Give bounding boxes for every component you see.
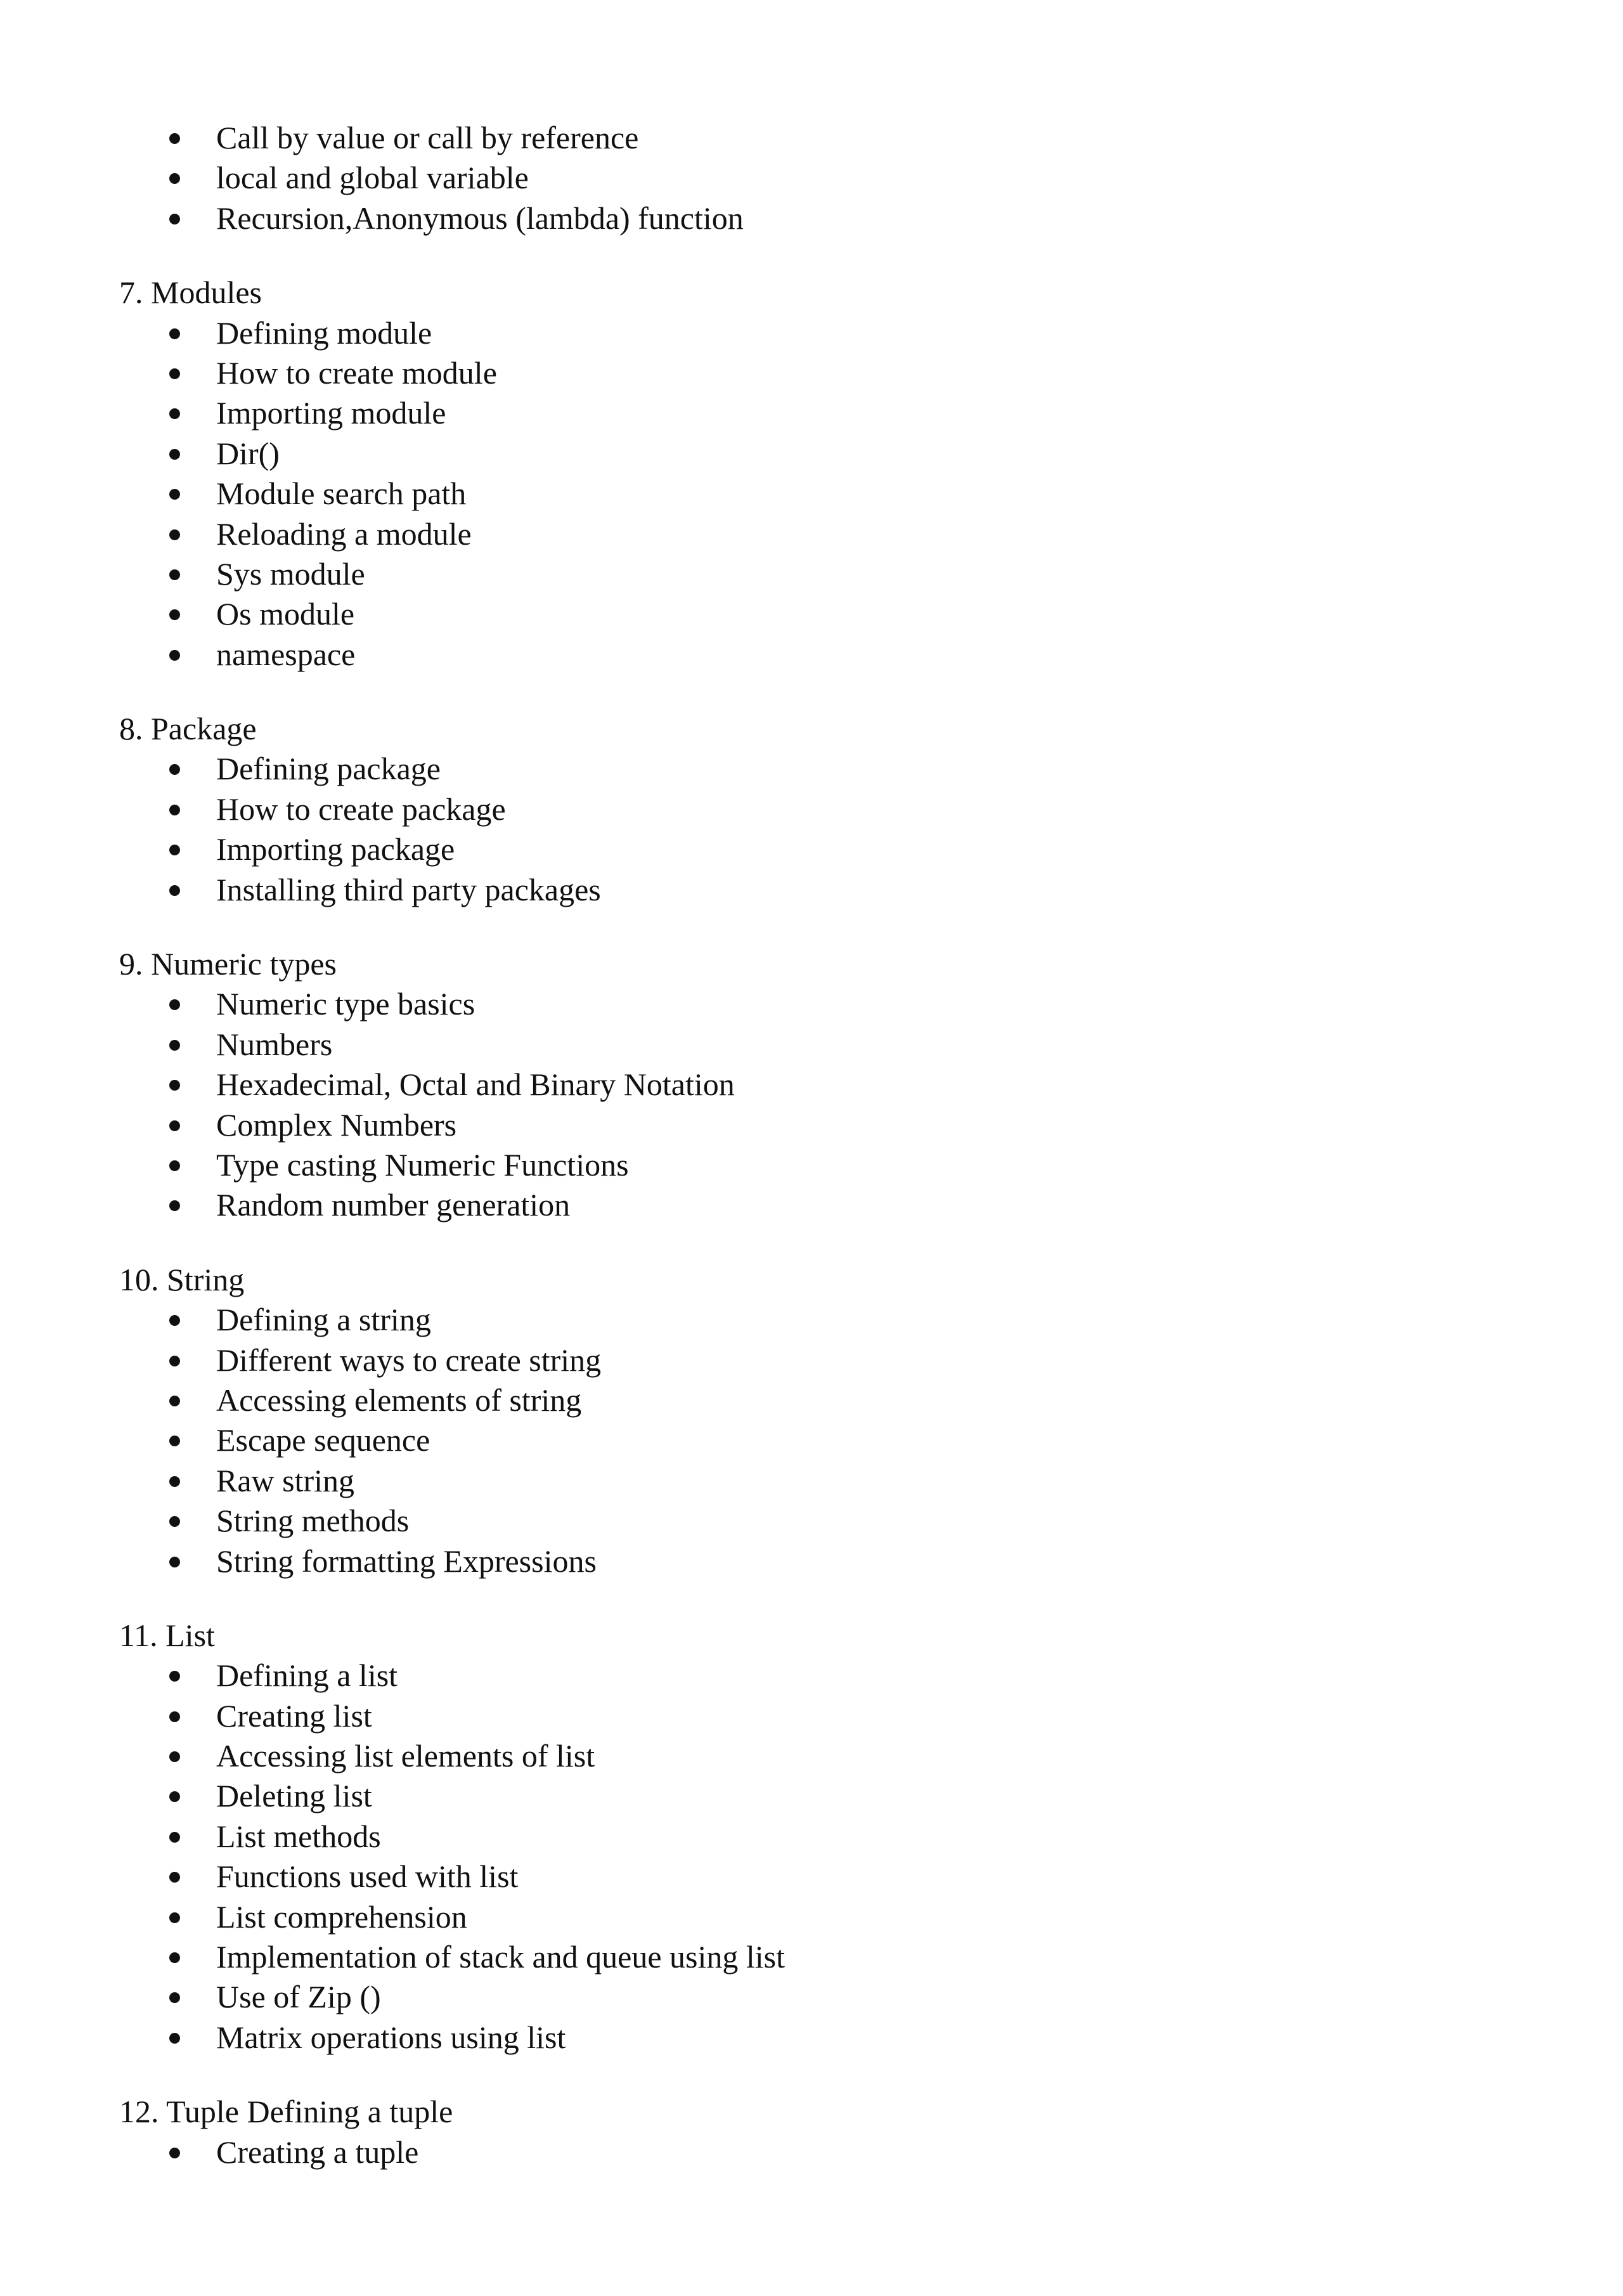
list-item-text: Numbers (216, 1026, 333, 1062)
list-item (119, 554, 1514, 594)
list-item-text: Sys module (216, 555, 365, 592)
list-item-text: Defining package (216, 751, 441, 787)
bullet-icon (169, 214, 180, 224)
list-item-text: Module search path (216, 476, 467, 512)
section-heading: 11. List (119, 1617, 215, 1653)
list-item (119, 829, 1514, 869)
section-heading: 8. Package (119, 711, 257, 747)
list-item-text: Hexadecimal, Octal and Binary Notation (216, 1067, 735, 1103)
bullet-icon (169, 1200, 180, 1211)
bullet-icon (169, 1436, 180, 1446)
list-item (119, 1185, 1514, 1225)
bullet-icon (169, 2148, 180, 2158)
syllabus-section (119, 1616, 1514, 2058)
list-item-text: How to create package (216, 791, 506, 827)
syllabus-content (119, 118, 1514, 2172)
bullet-icon (169, 1557, 180, 1567)
bullet-icon (169, 1120, 180, 1131)
list-item (119, 474, 1514, 514)
bullet-list (119, 749, 1514, 910)
list-item (119, 1937, 1514, 1977)
bullet-icon (169, 999, 180, 1010)
bullet-icon (169, 133, 180, 144)
list-item (119, 313, 1514, 353)
list-item-text: Matrix operations using list (216, 2019, 566, 2055)
list-item (119, 1541, 1514, 1581)
list-item (119, 1380, 1514, 1420)
list-item (119, 393, 1514, 433)
bullet-icon (169, 328, 180, 339)
bullet-icon (169, 1912, 180, 1923)
bullet-icon (169, 1476, 180, 1487)
list-item-text: How to create module (216, 354, 497, 391)
list-item-text: Recursion,Anonymous (lambda) function (216, 200, 744, 236)
bullet-icon (169, 885, 180, 896)
bullet-icon (169, 1711, 180, 1722)
bullet-list (119, 118, 1514, 238)
list-item-text: Os module (216, 596, 355, 632)
list-item (119, 1977, 1514, 2017)
syllabus-section (119, 2092, 1514, 2172)
list-item (119, 1656, 1514, 1696)
bullet-icon (169, 1751, 180, 1762)
list-item-text: local and global variable (216, 160, 529, 196)
list-item (119, 984, 1514, 1024)
list-item-text: String formatting Expressions (216, 1543, 597, 1579)
syllabus-section (119, 273, 1514, 675)
list-item (119, 1105, 1514, 1145)
section-heading: 7. Modules (119, 275, 262, 311)
list-item-text: Accessing list elements of list (216, 1738, 595, 1774)
syllabus-section (119, 1260, 1514, 1581)
list-item-text: Escape sequence (216, 1422, 430, 1458)
bullet-icon (169, 1872, 180, 1883)
list-item (119, 198, 1514, 238)
list-item-text: Installing third party packages (216, 871, 601, 907)
bullet-icon (169, 408, 180, 419)
bullet-icon (169, 650, 180, 661)
bullet-icon (169, 1671, 180, 1682)
bullet-icon (169, 529, 180, 540)
bullet-icon (169, 1315, 180, 1326)
list-item (119, 1300, 1514, 1340)
bullet-icon (169, 845, 180, 855)
syllabus-section (119, 118, 1514, 238)
list-item-text: Type casting Numeric Functions (216, 1146, 629, 1183)
list-item-text: Reloading a module (216, 516, 472, 552)
list-item (119, 1420, 1514, 1460)
list-item (119, 158, 1514, 198)
list-item-text: Numeric type basics (216, 986, 475, 1022)
bullet-icon (169, 1791, 180, 1802)
list-item-text: Creating list (216, 1697, 372, 1734)
list-item (119, 749, 1514, 789)
list-item-text: Dir() (216, 435, 280, 471)
bullet-icon (169, 1952, 180, 1963)
bullet-icon (169, 2033, 180, 2044)
bullet-icon (169, 1160, 180, 1171)
bullet-icon (169, 1832, 180, 1843)
list-item (119, 2132, 1514, 2172)
list-item-text: Defining a list (216, 1657, 398, 1694)
list-item-text: Call by value or call by reference (216, 120, 639, 155)
list-item (119, 118, 1514, 158)
list-item (119, 1025, 1514, 1065)
syllabus-section (119, 944, 1514, 1226)
list-item-text: Deleting list (216, 1778, 372, 1814)
list-item (119, 1696, 1514, 1736)
list-item-text: Importing package (216, 831, 455, 867)
list-item (119, 1461, 1514, 1501)
bullet-icon (169, 1080, 180, 1091)
bullet-icon (169, 1040, 180, 1051)
list-item (119, 1340, 1514, 1380)
bullet-icon (169, 1356, 180, 1366)
bullet-icon (169, 805, 180, 815)
bullet-icon (169, 569, 180, 580)
list-item-text: List methods (216, 1818, 381, 1854)
list-item-text: Raw string (216, 1462, 355, 1498)
bullet-icon (169, 1396, 180, 1406)
bullet-list (119, 313, 1514, 675)
list-item-text: Random number generation (216, 1187, 571, 1223)
bullet-icon (169, 489, 180, 500)
list-item (119, 514, 1514, 554)
list-item-text: Accessing elements of string (216, 1382, 582, 1418)
section-heading: 9. Numeric types (119, 946, 337, 982)
list-item-text: Functions used with list (216, 1858, 519, 1895)
list-item (119, 434, 1514, 474)
bullet-icon (169, 1516, 180, 1527)
list-item-text: Defining a string (216, 1302, 431, 1338)
list-item-text: namespace (216, 636, 356, 672)
list-item (119, 1145, 1514, 1185)
list-item-text: Different ways to create string (216, 1342, 602, 1378)
list-item-text: Implementation of stack and queue using list (216, 1939, 786, 1975)
list-item-text: String methods (216, 1503, 410, 1539)
bullet-icon (169, 173, 180, 184)
list-item-text: Importing module (216, 395, 446, 431)
list-item (119, 1776, 1514, 1816)
list-item (119, 789, 1514, 829)
list-item (119, 635, 1514, 675)
list-item (119, 353, 1514, 393)
list-item (119, 594, 1514, 634)
section-heading: 10. String (119, 1261, 245, 1297)
list-item-text: Defining module (216, 315, 432, 351)
bullet-icon (169, 764, 180, 775)
list-item-text: Use of Zip () (216, 1979, 381, 2015)
bullet-list (119, 1656, 1514, 2058)
bullet-icon (169, 609, 180, 620)
list-item-text: List comprehension (216, 1898, 467, 1935)
bullet-icon (169, 449, 180, 460)
bullet-list (119, 2132, 1514, 2172)
list-item (119, 1857, 1514, 1897)
list-item (119, 1736, 1514, 1776)
list-item (119, 1817, 1514, 1857)
bullet-icon (169, 1992, 180, 2003)
syllabus-section (119, 709, 1514, 910)
list-item (119, 1501, 1514, 1541)
list-item (119, 1897, 1514, 1937)
bullet-icon (169, 368, 180, 379)
list-item (119, 870, 1514, 910)
list-item (119, 2018, 1514, 2058)
list-item-text: Creating a tuple (216, 2134, 419, 2170)
section-heading: 12. Tuple Defining a tuple (119, 2094, 453, 2130)
bullet-list (119, 984, 1514, 1225)
list-item (119, 1065, 1514, 1105)
list-item-text: Complex Numbers (216, 1106, 457, 1143)
bullet-list (119, 1300, 1514, 1581)
